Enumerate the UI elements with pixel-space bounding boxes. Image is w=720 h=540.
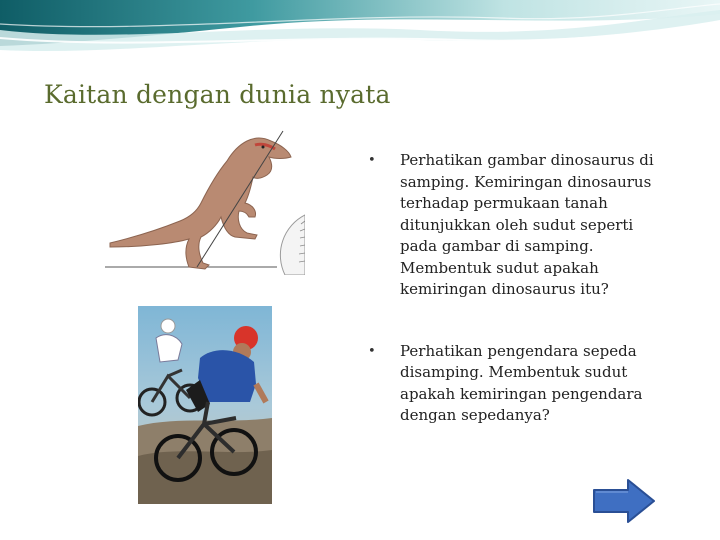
bullet-list <box>368 150 668 427</box>
bullet-marker: • <box>368 153 376 168</box>
cyclists-image <box>138 306 272 504</box>
bullet-item-cyclist <box>368 341 668 427</box>
right-arrow-icon <box>594 480 654 522</box>
bullet-item-dinosaur <box>368 150 668 301</box>
bullet-text-cyclist: Perhatikan pengendara sepeda disamping. Membentuk sudut apakah kemiringan pengendara dengan sepedanya? <box>400 341 643 424</box>
next-slide-button[interactable] <box>592 477 656 525</box>
header-wave-banner <box>0 0 720 64</box>
bullet-marker: • <box>368 343 376 359</box>
dinosaur-image <box>105 125 305 275</box>
bullet-text-dinosaur: Perhatikan gambar dinosaurus di samping. Kemiringan dinosaurus terhadap permukaan tanah ditunjukkan oleh sudut seperti pada gambar di samping. Membentuk sudut apakah kemiringan dinosaurus itu? <box>400 151 654 298</box>
slide-title: Kaitan dengan dunia nyata <box>44 80 391 109</box>
